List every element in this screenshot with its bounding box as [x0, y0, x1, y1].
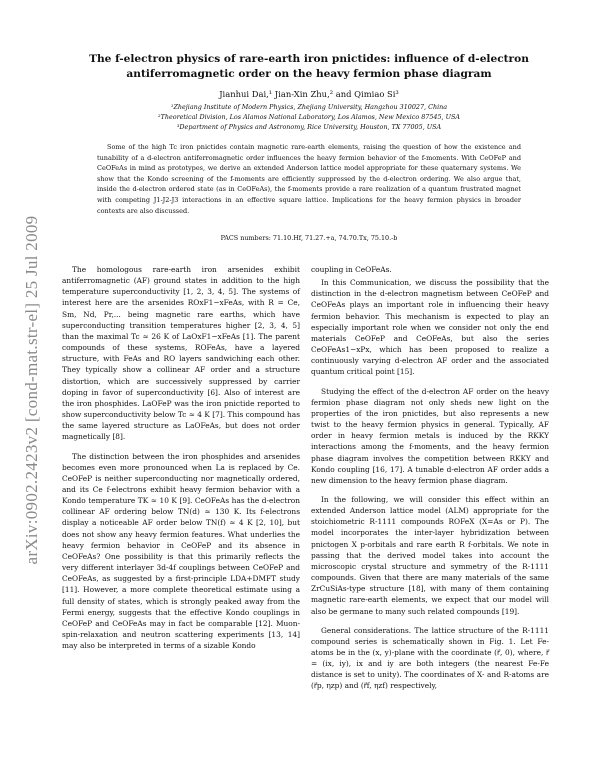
abstract: Some of the high Tc iron pnictides contain magnetic rare-earth elements, raising the question of how the existence and tunability of a d-electron antiferromagnetic order influences the heavy fermion behavior of the f-moments. With CeOFeP and CeOFeAs in mind as prototypes, we derive an extended Anderson lattice model appropriate for these quaternary systems. We show that the Kondo screening of the f-moments are efficiently suppressed by the d-electron ordering. We also argue that, inside the d-electron ordered state (as in CeOFeAs), the f-moments provide a rare realization of a quantum frustrated magnet with competing J1-J2-J3 interactions in an effective square lattice. Implications for the heavy fermion physics in broader contexts are also discussed.	[97, 143, 521, 215]
pacs-numbers: PACS numbers: 71.10.Hf, 71.27.+a, 74.70.Tx, 75.10.-b	[220, 234, 398, 242]
body-paragraph: General considerations. The lattice structure of the R-1111 compound series is schematically shown in Fig. 1. Let Fe-atoms be in the (x, y)-plane with the coordinate (r⃗, 0), where, r⃗ = (ix, iy), ix and iy are both integers (the nearest Fe-Fe distance is set to unity). The coordinates of X- and R-atoms are (r⃗p, ηzp) and (r⃗f, ηzf) respectively,	[311, 625, 549, 691]
body-paragraph: The distinction between the iron phosphides and arsenides becomes even more pronounced when La is replaced by Ce. CeOFeP is neither superconducting nor magnetically ordered, and its Ce f-electrons exhibit heavy fermion behavior with a Kondo temperature TK ≈ 10 K [9]. CeOFeAs has the d-electron collinear AF ordering below TN(d) ≈ 130 K. Its f-electrons display a noticeable AF order below TN(f) ≈ 4 K [2, 10], but does not show any heavy fermion features. What underlies the heavy fermion behavior in CeOFeP and its absence in CeOFeAs? One possibility is that this primarily reflects the very different interlayer 3d-4f couplings between CeOFeP and CeOFeAs, as suggested by a first-principle LDA+DMFT study [11]. However, a more complete theoretical estimate using a full density of states, which is strongly peaked away from the Fermi energy, suggests that the effective Kondo couplings in CeOFeP and CeOFeAs may in fact be comparable [12]. Muon-spin-relaxation and neutron scattering experiments [13, 14] may also be interpreted in terms of a sizable Kondo	[62, 451, 300, 651]
affiliation-2: ²Theoretical Division, Los Alamos National Laboratory, Los Alamos, New Mexico 87545, USA	[158, 113, 460, 121]
body-paragraph: coupling in CeOFeAs.	[311, 265, 392, 274]
body-paragraph: In the following, we will consider this effect within an extended Anderson lattice model (ALM) appropriate for the stoichiometric R-1111 compounds ROFeX (X=As or P). The model incorporates the inter-layer hybridization between pnictogen X p-orbitals and rare earth R f-orbitals. We note in passing that the derived model takes into account the microscopic crystal structure and symmetry of the R-1111 compounds. Given that there are many materials of the same ZrCuSiAs-type structure [18], with many of them containing magnetic rare-earth elements, we expect that our model will also be germane to many such related compounds [19].	[311, 494, 549, 616]
body-paragraph: In this Communication, we discuss the possibility that the distinction in the d-electron magnetism between CeOFeP and CeOFeAs plays an important role in influencing their heavy fermion behavior. This mechanism is expected to play an especially important role when we consider not only the end materials CeOFeP and CeOFeAs, but also the series CeOFeAs1−xPx, which has been proposed to realize a continuously varying d-electron AF order and the associated quantum critical point [15].	[311, 278, 549, 377]
body-column-right	[311, 264, 549, 700]
arxiv-identifier-text: arXiv:0902.2423v2 [cond-mat.str-el] 25 Jul 2009	[22, 215, 41, 565]
body-paragraph: The homologous rare-earth iron arsenides exhibit antiferromagnetic (AF) ground states in addition to the high temperature superconductivity [1, 2, 3, 4, 5]. The systems of interest here are the arsenides ROxF1−xFeAs, with R = Ce, Sm, Nd, Pr,... being magnetic rare earths, which have superconducting transition temperatures higher [2, 3, 4, 5] than the maximal Tc ≈ 26 K of LaOxF1−xFeAs [1]. The parent compounds of these systems, ROFeAs, have a layered structure, with FeAs and RO layers sandwiching each other. They typically show a collinear AF order and a structure distortion, which are successively suppressed by carrier doping in favor of superconductivity [6]. Also of interest are the iron phosphides. LaOFeP was the iron pnictide reported to show superconductivity below Tc ≈ 4 K [7]. This compound has the same layered structure as LaOFeAs, but does not order magnetically [8].	[62, 265, 300, 442]
author-list: Jianhui Dai,¹ Jian-Xin Zhu,² and Qimiao Si³	[219, 89, 399, 99]
affiliation-1: ¹Zhejiang Institute of Modern Physics, Zhejiang University, Hangzhou 310027, China	[170, 103, 448, 111]
body-column-left	[62, 264, 300, 659]
body-paragraph: Studying the effect of the d-electron AF order on the heavy fermion phase diagram not only sheds new light on the properties of the iron pnictides, but also represents a new twist to the heavy fermion physics in general. Typically, AF order in heavy fermion metals is induced by the RKKY interactions among the f-moments, and the heavy fermion phase diagram involves the competition between RKKY and Kondo coupling [16, 17]. A tunable d-electron AF order adds a new dimension to the heavy fermion phase diagram.	[311, 386, 549, 485]
paper-title: The f-electron physics of rare-earth iron pnictides: influence of d-electron antiferromagnetic order on the heavy fermion phase diagram	[89, 53, 529, 80]
affiliation-3: ³Department of Physics and Astronomy, Rice University, Houston, TX 77005, USA	[176, 123, 442, 131]
arxiv-identifier	[22, 135, 42, 645]
